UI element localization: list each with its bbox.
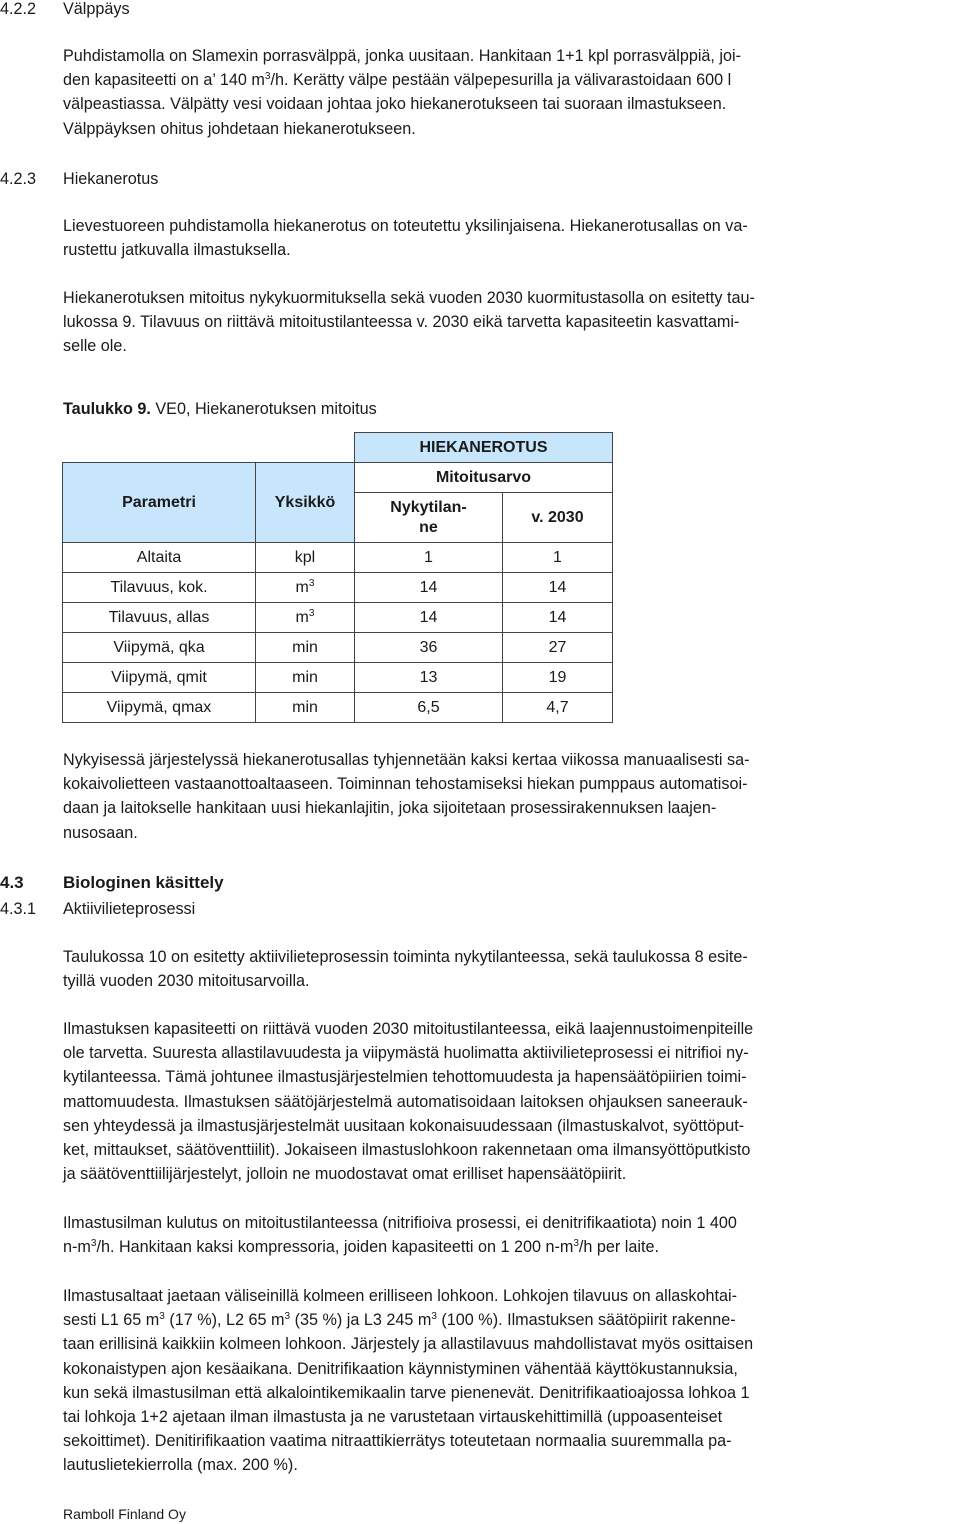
cell-2030: 4,7 bbox=[503, 693, 613, 723]
cell-param: Tilavuus, kok. bbox=[63, 573, 256, 603]
table-group-header: HIEKANEROTUS bbox=[355, 433, 613, 463]
table-header-param: Parametri bbox=[63, 463, 256, 543]
hiekanerotus-table bbox=[62, 432, 613, 723]
cell-unit: $m^3$ bbox=[256, 573, 355, 603]
cell-now: 1 bbox=[355, 543, 503, 573]
table-header-now: Nykytilan- ne bbox=[355, 493, 503, 543]
paragraph-aktiiviliete-4: Ilmastusaltaat jaetaan väliseinillä kolmeen erilliseen lohkoon. Lohkojen tilavuus on allaskohtai- sesti L1 65 $m^3$ (17 %), L2 65 $m^3$ (35 %) ja L3 245 $m^3$ (100 %). Ilmastuksen säätöpiirit rakenne- taan erillisinä kaikkiin kolmeen lohkoon. Järjestely ja allastilavuus mahdollistavat myös osittaisen kokonaistypen ajon kesäaikana. Denitrifikaation käynnistyminen vähentää käyttökustannuksia, kun sekä ilmastusilman että alkalointikemikaalin tarve pienenevät. Denitrifikaatioajossa lohkoa 1 tai lohkoja 1+2 ajetaan ilman ilmastusta ja ne varustetaan virtauskehittimillä (uppoasenteiset sekoittimet). Denitirifikaation vaatima nitraattikierrätys toteutetaan normaalia suuremmalla pa- lautuslietekierrolla (max. 200 %). bbox=[63, 1287, 754, 1475]
cell-2030: 14 bbox=[503, 573, 613, 603]
paragraph-aktiiviliete-3: Ilmastusilman kulutus on mitoitustilanteessa (nitrifioiva prosessi, ei denitrifikaatiota) noin 1 400 $n-m^3/h$. Hankitaan kaksi kompressoria, joiden kapasiteetti on 1 200 $n-m^3/h$ per laite. bbox=[63, 1214, 737, 1257]
cell-param: Altaita bbox=[63, 543, 256, 573]
page-footer: Ramboll Finland Oy bbox=[63, 1506, 186, 1522]
paragraph-hiekanerotus-2: Hiekanerotuksen mitoitus nykykuormituksella sekä vuoden 2030 kuormitustasolla on esitetty tau- lukossa 9. Tilavuus on riittävä mitoitustilanteessa v. 2030 eikä tarvetta kapasiteetin kasvattami- selle ole. bbox=[63, 289, 755, 356]
cell-unit: kpl bbox=[256, 543, 355, 573]
cell-unit: min bbox=[256, 693, 355, 723]
paragraph-hiekanerotus-3: Nykyisessä järjestelyssä hiekanerotusallas tyhjennetään kaksi kertaa viikossa manuaalisesti sa- kokaivolietteen vastaanottoaltaaseen. Toiminnan tehostamiseksi hiekan pumppaus automatisoi- daan ja laitokselle hankitaan uusi hiekanlajitin, joka sijoitetaan prosessirakennuksen laajen- nusosaan. bbox=[63, 751, 750, 842]
section-number: 4.3.1 bbox=[0, 900, 37, 918]
cell-unit: min bbox=[256, 663, 355, 693]
section-number: 4.2.3 bbox=[0, 170, 37, 188]
section-title: Hiekanerotus bbox=[63, 170, 159, 188]
cell-2030: 1 bbox=[503, 543, 613, 573]
section-title: Välppäys bbox=[63, 0, 130, 18]
cell-2030: 14 bbox=[503, 603, 613, 633]
cell-2030: 19 bbox=[503, 663, 613, 693]
table-header-2030: v. 2030 bbox=[503, 493, 613, 543]
table-caption: Taulukko 9. VE0, Hiekanerotuksen mitoitus bbox=[63, 400, 377, 418]
section-number: 4.2.2 bbox=[0, 0, 37, 18]
paragraph-aktiiviliete-2: Ilmastuksen kapasiteetti on riittävä vuoden 2030 mitoitustilanteessa, eikä laajennustoimenpiteille ole tarvetta. Suuresta allastilavuudesta ja viipymästä huolimatta aktiivilieteprosessi ei nitrifioi ny- kytilanteessa. Tämä johtunee ilmastusjärjestelmien tehottomuudesta ja hapensäätöpiirien toimi- mattomuudesta. Ilmastuksen säätöjärjestelmä automatisoidaan laitoksen ohjauksen saneerauk- sen yhteydessä ja ilmastusjärjestelmät uusitaan kokonaisuudessaan (ilmastuskalvot, syöttöput- ket, mittaukset, säätöventtiilit). Jokaiseen ilmastuslohkoon rakennetaan oma ilmansyöttöputkisto ja säätöventtiilijärjestelyt, jolloin ne muodostavat omat erilliset hapensäätöpiirit. bbox=[63, 1020, 754, 1184]
cell-param: Viipymä, qmit bbox=[63, 663, 256, 693]
cell-unit: min bbox=[256, 633, 355, 663]
paragraph-aktiiviliete-1: Taulukossa 10 on esitetty aktiivilieteprosessin toiminta nykytilanteessa, sekä taulukossa 8 esite- tyillä vuoden 2030 mitoitusarvoilla. bbox=[63, 948, 748, 991]
table-row bbox=[63, 573, 613, 603]
cell-now: 14 bbox=[355, 603, 503, 633]
table-row bbox=[63, 693, 613, 723]
table-header-mitoitusarvo: Mitoitusarvo bbox=[355, 463, 613, 493]
cell-unit: $m^3$ bbox=[256, 603, 355, 633]
section-title: Biologinen käsittely bbox=[63, 873, 224, 892]
paragraph-valppays: Puhdistamolla on Slamexin porrasvälppä, jonka uusitaan. Hankitaan 1+1 kpl porrasvälppiä, joi- den kapasiteetti on a’ 140 $m^3/h$. Kerätty välpe pestään välpepesurilla ja välivarastoidaan 600 l välpeastiassa. Välpätty vesi voidaan johtaa joko hiekanerotukseen tai suoraan ilmastukseen. Välppäyksen ohitus johdetaan hiekanerotukseen. bbox=[63, 47, 742, 138]
table-row bbox=[63, 603, 613, 633]
section-title: Aktiivilieteprosessi bbox=[63, 900, 196, 918]
cell-2030: 27 bbox=[503, 633, 613, 663]
section-number: 4.3 bbox=[0, 873, 24, 892]
cell-now: 36 bbox=[355, 633, 503, 663]
table-row bbox=[63, 663, 613, 693]
cell-param: Viipymä, qmax bbox=[63, 693, 256, 723]
paragraph-hiekanerotus-1: Lievestuoreen puhdistamolla hiekanerotus on toteutettu yksilinjaisena. Hiekanerotusallas on va- rustettu jatkuvalla ilmastuksella. bbox=[63, 217, 748, 260]
cell-param: Tilavuus, allas bbox=[63, 603, 256, 633]
table-row bbox=[63, 543, 613, 573]
table-row bbox=[63, 633, 613, 663]
cell-param: Viipymä, qka bbox=[63, 633, 256, 663]
cell-now: 6,5 bbox=[355, 693, 503, 723]
cell-now: 13 bbox=[355, 663, 503, 693]
table-header-unit: Yksikkö bbox=[256, 463, 355, 543]
cell-now: 14 bbox=[355, 573, 503, 603]
